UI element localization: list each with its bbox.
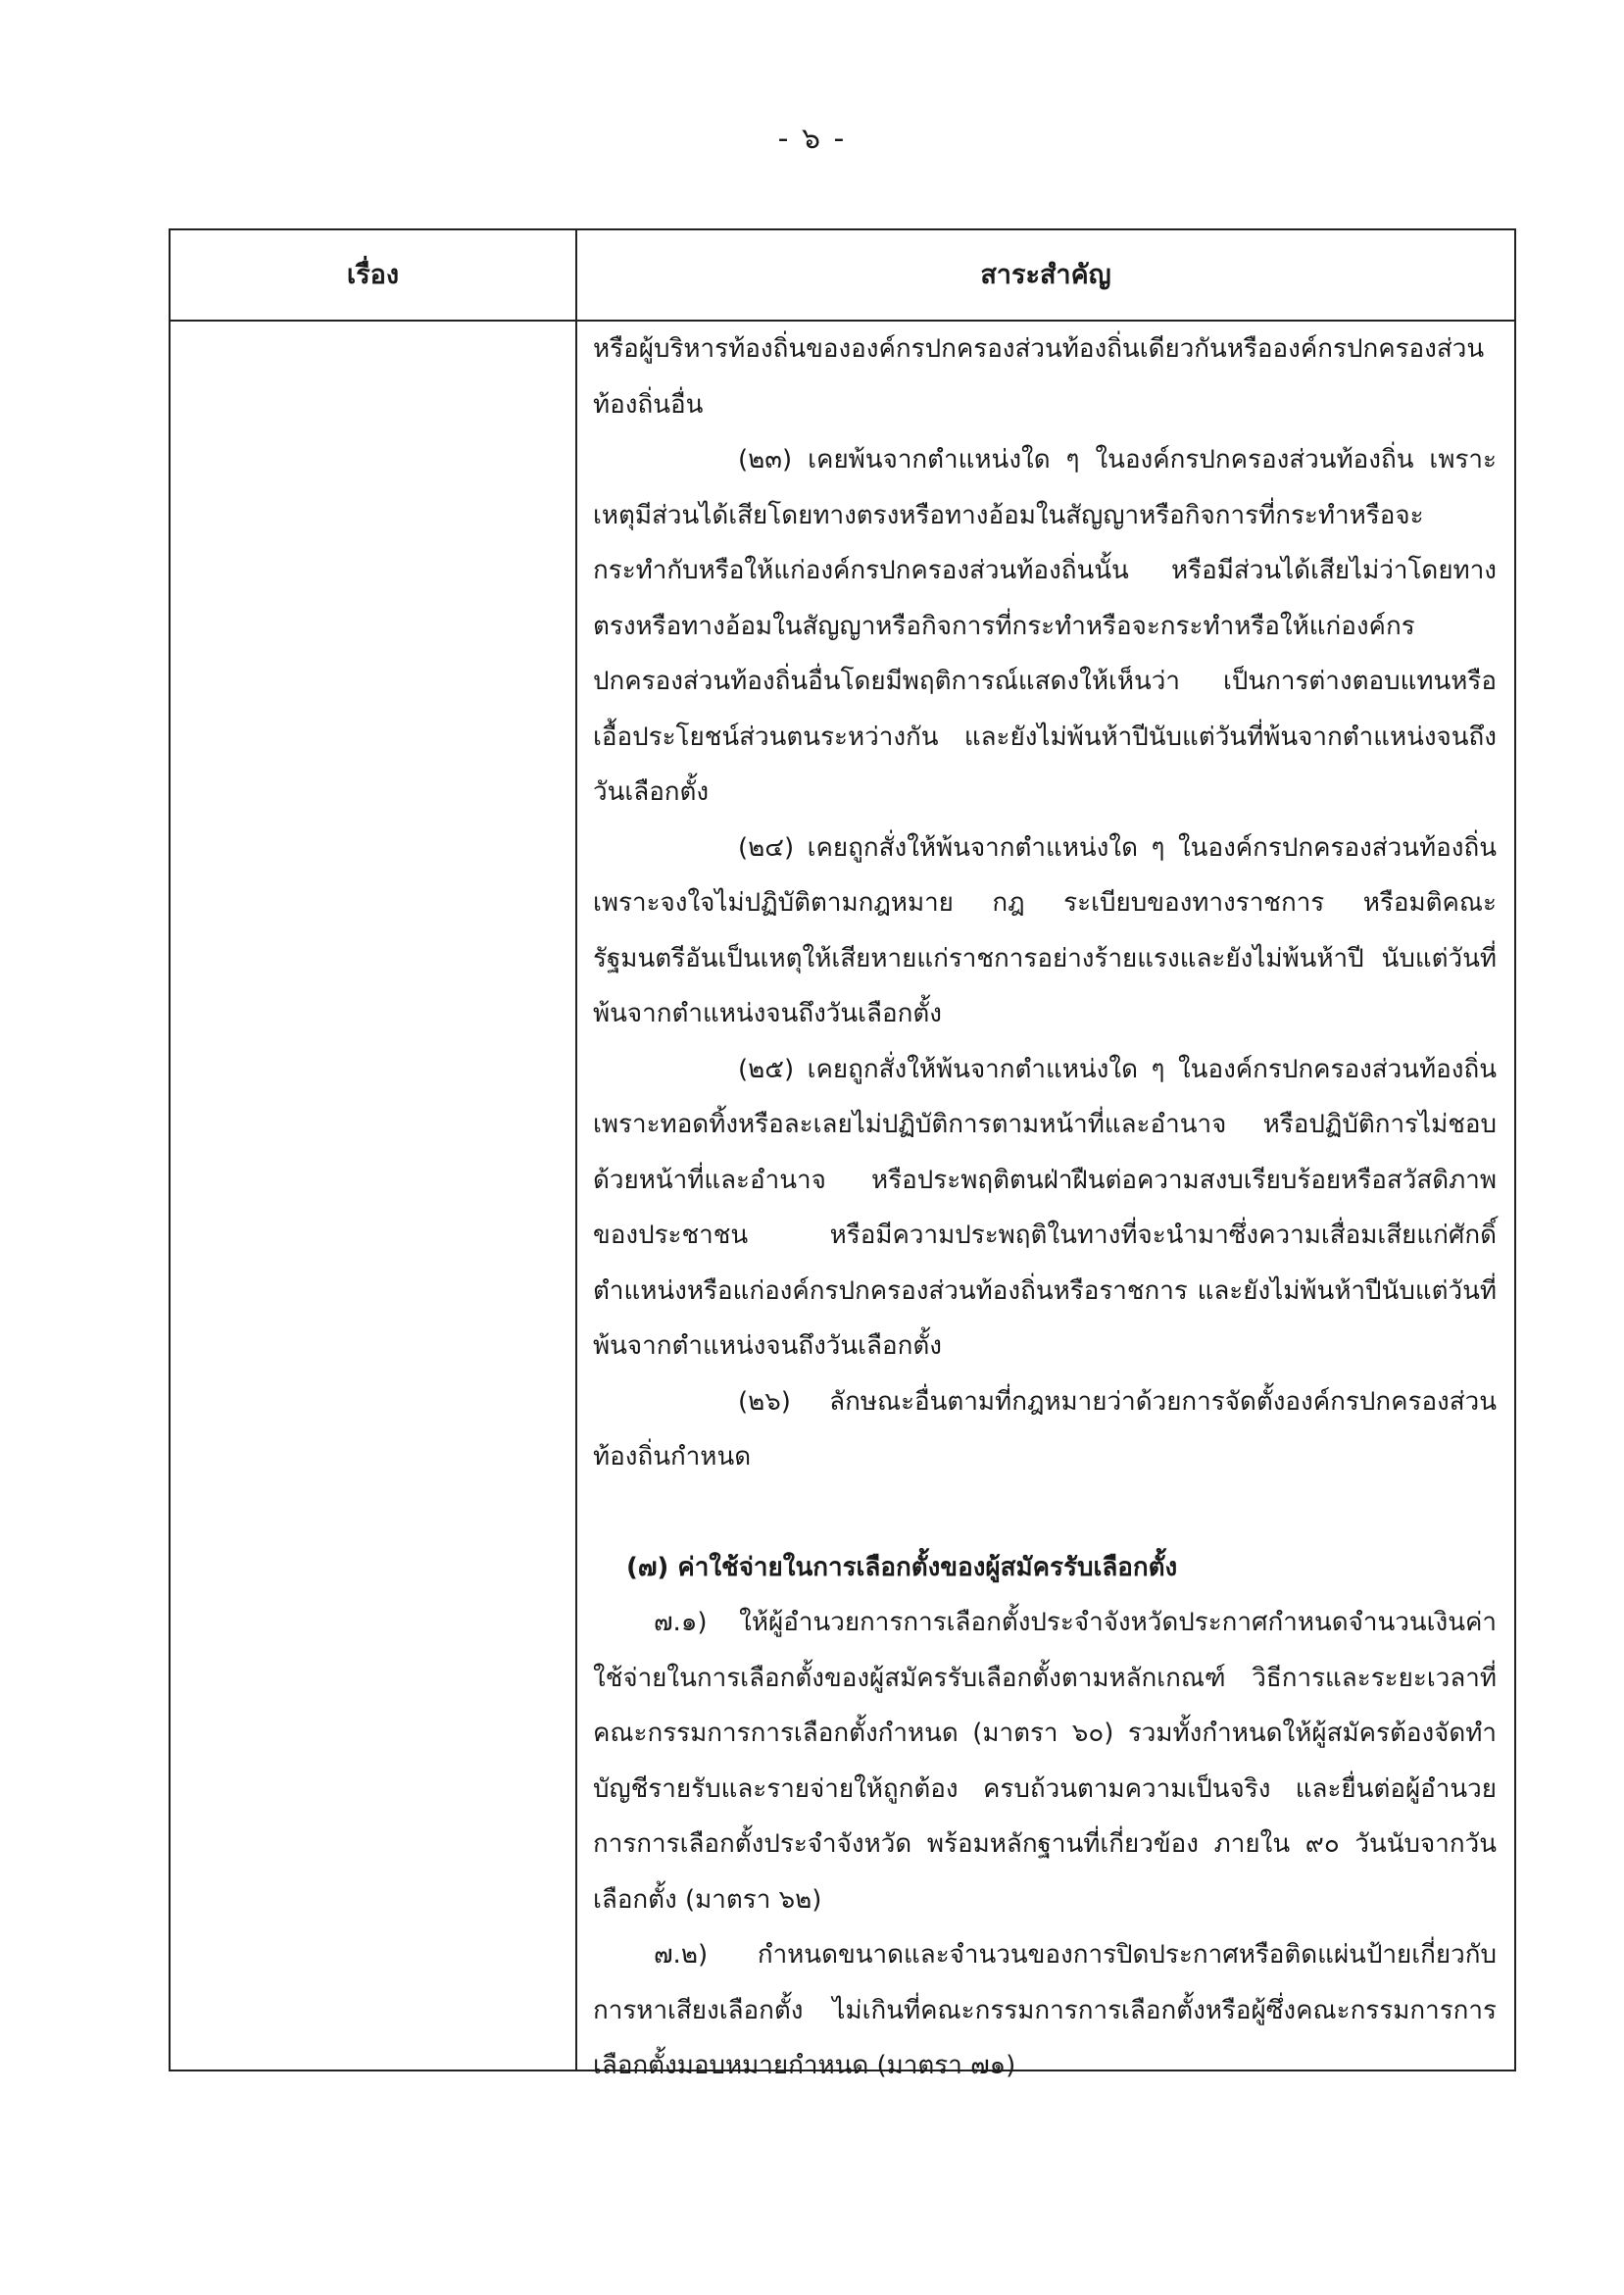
header-topic: เรื่อง — [346, 260, 400, 290]
column-divider — [575, 230, 577, 2070]
section-7-item-1: ๗.๑) ให้ผู้อำนวยการการเลือกตั้งประจำจังหวัดประกาศกำหนดจำนวนเงินค่าใช้จ่ายในการเลือกตั้งของผู้สมัครรับเลือกตั้งตามหลักเกณฑ์ วิธีการและระยะเวลาที่คณะกรรมการการเลือกตั้งกำหนด (มาตรา ๖๐) รวมทั้งกำหนดให้ผู้สมัครต้องจัดทำบัญชีรายรับและรายจ่ายให้ถูกต้อง ครบถ้วนตามความเป็นจริง และยื่นต่อผู้อำนวยการการเลือกตั้งประจำจังหวัด พร้อมหลักฐานที่เกี่ยวข้อง ภายใน ๙๐ วันนับจากวันเลือกตั้ง (มาตรา ๖๒) — [593, 1608, 1497, 1915]
paragraph-item-25: (๒๕) เคยถูกสั่งให้พ้นจากตำแหน่งใด ๆ ในองค์กรปกครองส่วนท้องถิ่น เพราะทอดทิ้งหรือละเลยไม่ปฏิบัติการตามหน้าที่และอำนาจ หรือปฏิบัติการไม่ชอบด้วยหน้าที่และอำนาจ หรือประพฤติตนฝ่าฝืนต่อความสงบเรียบร้อยหรือสวัสดิภาพของประชาชน หรือมีความประพฤติในทางที่จะนำมาซึ่งความเสื่อมเสียแก่ศักดิ์ตำแหน่งหรือแก่องค์กรปกครองส่วนท้องถิ่นหรือราชการ และยังไม่พ้นห้าปีนับแต่วันที่พ้นจากตำแหน่งจนถึงวันเลือกตั้ง — [593, 1054, 1497, 1361]
header-content: สาระสำคัญ — [980, 260, 1111, 290]
content-table — [169, 228, 1516, 2080]
section-gap — [593, 1485, 1497, 1540]
paragraph-continuation: หรือผู้บริหารท้องถิ่นขององค์กรปกครองส่วนท้องถิ่นเดียวกันหรือองค์กรปกครองส่วนท้องถิ่นอื่น — [593, 334, 1485, 420]
paragraph-item-23: (๒๓) เคยพ้นจากตำแหน่งใด ๆ ในองค์กรปกครองส่วนท้องถิ่น เพราะเหตุมีส่วนได้เสียโดยทางตรงหรือทางอ้อมในสัญญาหรือกิจการที่กระทำหรือจะกระทำกับหรือให้แก่องค์กรปกครองส่วนท้องถิ่นนั้น หรือมีส่วนได้เสียไม่ว่าโดยทางตรงหรือทางอ้อมในสัญญาหรือกิจการที่กระทำหรือจะกระทำหรือให้แก่องค์กรปกครองส่วนท้องถิ่นอื่นโดยมีพฤติการณ์แสดงให้เห็นว่า เป็นการต่างตอบแทนหรือเอื้อประโยชน์ส่วนตนระหว่างกัน และยังไม่พ้นห้าปีนับแต่วันที่พ้นจากตำแหน่งจนถึงวันเลือกตั้ง — [593, 445, 1497, 807]
section-7-heading: (๗) ค่าใช้จ่ายในการเลือกตั้งของผู้สมัครรับเลือกตั้ง — [626, 1552, 1178, 1582]
paragraph-item-26: (๒๖) ลักษณะอื่นตามที่กฎหมายว่าด้วยการจัดตั้งองค์กรปกครองส่วนท้องถิ่นกำหนด — [593, 1386, 1497, 1472]
paragraph-item-24: (๒๔) เคยถูกสั่งให้พ้นจากตำแหน่งใด ๆ ในองค์กรปกครองส่วนท้องถิ่น เพราะจงใจไม่ปฏิบัติตามกฎหมาย กฎ ระเบียบของทางราชการ หรือมติคณะรัฐมนตรีอันเป็นเหตุให้เสียหายแก่ราชการอย่างร้ายแรงและยังไม่พ้นห้าปี นับแต่วันที่พ้นจากตำแหน่งจนถึงวันเลือกตั้ง — [593, 832, 1497, 1028]
section-7-item-2: ๗.๒) กำหนดขนาดและจำนวนของการปิดประกาศหรือติดแผ่นป้ายเกี่ยวกับการหาเสียงเลือกตั้ง ไม่เกินที่คณะกรรมการการเลือกตั้งหรือผู้ซึ่งคณะกรรมการการเลือกตั้งมอบหมายกำหนด (มาตรา ๗๑) — [593, 1940, 1497, 2080]
page-number: - ๖ - — [777, 122, 847, 156]
table-header-row — [171, 230, 1514, 322]
content-cell — [593, 322, 1497, 2094]
